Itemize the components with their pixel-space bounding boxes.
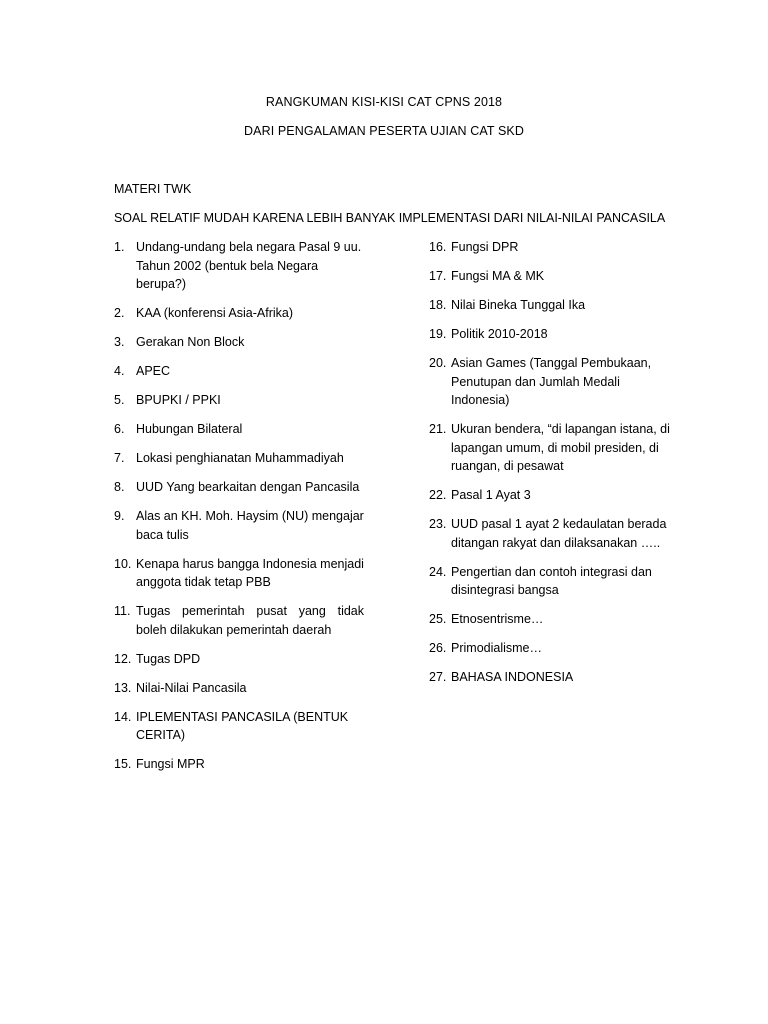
list-item [114,449,364,468]
list-item [114,708,364,745]
item-number: 15. [114,757,132,771]
item-text: Lokasi penghianatan Muhammadiyah [136,451,344,465]
item-text: UUD pasal 1 ayat 2 kedaulatan berada ditangan rakyat dan dilaksanakan ….. [451,517,667,550]
item-number: 2. [114,306,125,320]
item-number: 17. [429,269,447,283]
item-text: Tugas pemerintah pusat yang tidak boleh dilakukan pemerintah daerah [136,604,364,637]
item-number: 25. [429,612,447,626]
list-item [114,238,364,294]
list-item [429,515,679,552]
list-item [114,362,364,381]
item-number: 10. [114,556,132,571]
document-title: RANGKUMAN KISI-KISI CAT CPNS 2018 [265,95,503,109]
item-text: APEC [136,364,171,378]
list-item [429,296,679,315]
item-number: 14. [114,709,132,724]
item-text: Alas an KH. Moh. Haysim (NU) mengajar baca tulis [136,509,364,542]
item-number: 1. [114,240,125,254]
list-item [429,420,679,476]
list-item [114,391,364,410]
item-number: 24. [429,564,447,579]
item-number: 26. [429,641,447,655]
item-text: Politik 2010-2018 [451,327,548,341]
item-number: 12. [114,651,132,666]
list-item [429,610,679,629]
item-number: 11. [114,604,131,618]
item-text: Nilai-Nilai Pancasila [136,680,247,695]
list-item [429,325,679,344]
list-item [429,668,679,687]
right-column-list [429,238,679,697]
item-number: 18. [429,298,447,312]
list-item [429,563,679,600]
item-text: IPLEMENTASI PANCASILA (BENTUK CERITA) [136,709,349,742]
item-number: 27. [429,670,447,684]
item-number: 13. [114,680,132,695]
list-item [429,238,679,257]
list-item [429,267,679,286]
item-number: 16. [429,240,447,254]
list-item [114,650,364,669]
item-text: BPUPKI / PPKI [136,393,221,407]
item-number: 21. [429,422,447,436]
list-item [429,486,679,505]
item-text: Kenapa harus bangga Indonesia menjadi anggota tidak tetap PBB [136,556,364,589]
list-item [114,555,364,592]
item-number: 19. [429,327,447,341]
item-text: Tugas DPD [136,651,201,666]
item-text: Hubungan Bilateral [136,422,243,436]
item-number: 20. [429,356,447,370]
item-text: Nilai Bineka Tunggal Ika [451,298,586,312]
list-item [114,755,364,774]
section-subheading: SOAL RELATIF MUDAH KARENA LEBIH BANYAK IMPLEMENTASI DARI NILAI-NILAI PANCASILA [114,211,666,225]
item-number: 7. [114,451,125,465]
item-text: Fungsi MA & MK [451,269,545,283]
list-item [114,333,364,352]
list-item [114,478,364,497]
list-item [114,420,364,439]
item-number: 9. [114,509,125,523]
list-item [114,602,364,639]
item-number: 5. [114,393,125,407]
item-text: Etnosentrisme… [451,612,544,626]
item-text: Pengertian dan contoh integrasi dan disintegrasi bangsa [451,564,652,597]
item-number: 23. [429,517,447,531]
item-text: Gerakan Non Block [136,335,245,349]
item-text: BAHASA INDONESIA [451,670,574,684]
list-item [114,679,364,698]
list-item [429,639,679,658]
item-text: Undang-undang bela negara Pasal 9 uu. Tahun 2002 (bentuk bela Negara berupa?) [136,240,362,291]
item-text: Primodialisme… [451,641,542,655]
item-text: Ukuran bendera, “di lapangan istana, di lapangan umum, di mobil presiden, di ruangan, di pesawat [451,422,670,473]
list-item [429,354,679,410]
item-text: Pasal 1 Ayat 3 [451,488,531,502]
item-number: 22. [429,488,447,502]
item-text: UUD Yang bearkaitan dengan Pancasila [136,480,360,494]
item-text: Fungsi MPR [136,757,205,771]
document-subtitle: DARI PENGALAMAN PESERTA UJIAN CAT SKD [244,124,524,138]
list-item [114,304,364,323]
section-heading: MATERI TWK [114,182,192,196]
left-column-list [114,238,364,784]
item-number: 4. [114,364,125,378]
item-number: 6. [114,422,125,436]
item-number: 3. [114,335,125,349]
list-item [114,507,364,544]
item-text: Fungsi DPR [451,240,519,254]
item-text: Asian Games (Tanggal Pembukaan, Penutupan dan Jumlah Medali Indonesia) [451,356,652,407]
item-text: KAA (konferensi Asia-Afrika) [136,306,294,320]
item-number: 8. [114,480,125,494]
